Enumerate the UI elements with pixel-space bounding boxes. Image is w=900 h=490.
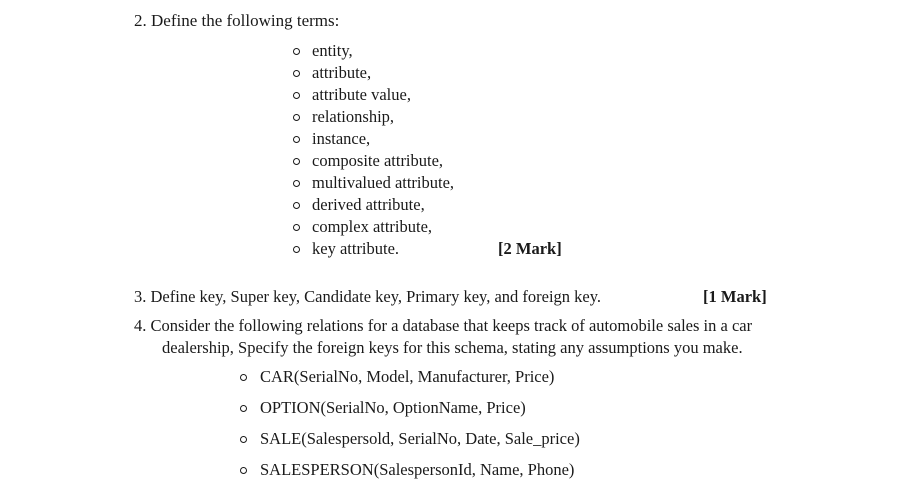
relation-text: OPTION(SerialNo, OptionName, Price) xyxy=(260,398,526,417)
circle-bullet-icon xyxy=(293,246,300,253)
term-text: instance, xyxy=(312,129,371,148)
circle-bullet-icon xyxy=(293,224,300,231)
question-4-line-2: dealership, Specify the foreign keys for this schema, stating any assumptions you make. xyxy=(162,338,743,357)
question-2-title: 2. Define the following terms: xyxy=(134,11,340,30)
list-item xyxy=(293,62,454,84)
circle-bullet-icon xyxy=(240,436,247,443)
list-item xyxy=(293,128,454,150)
list-item xyxy=(293,40,454,62)
question-2-mark: [2 Mark] xyxy=(498,239,562,258)
question-3-mark: [1 Mark] xyxy=(703,287,767,306)
circle-bullet-icon xyxy=(240,374,247,381)
relation-text: CAR(SerialNo, Model, Manufacturer, Price) xyxy=(260,367,555,386)
term-text: complex attribute, xyxy=(312,217,433,236)
term-text: multivalued attribute, xyxy=(312,173,455,192)
term-text: attribute, xyxy=(312,63,372,82)
list-item xyxy=(240,366,580,397)
terms-list xyxy=(293,40,454,260)
list-item xyxy=(240,428,580,459)
circle-bullet-icon xyxy=(293,136,300,143)
circle-bullet-icon xyxy=(240,467,247,474)
relation-text: SALESPERSON(SalespersonId, Name, Phone) xyxy=(260,460,575,479)
term-text: relationship, xyxy=(312,107,395,126)
circle-bullet-icon xyxy=(293,114,300,121)
list-item xyxy=(293,194,454,216)
list-item xyxy=(240,397,580,428)
list-item xyxy=(293,106,454,128)
circle-bullet-icon xyxy=(293,48,300,55)
list-item xyxy=(293,172,454,194)
question-4-line-1: 4. Consider the following relations for a database that keeps track of automobile sales in a car xyxy=(134,316,753,335)
circle-bullet-icon xyxy=(293,92,300,99)
circle-bullet-icon xyxy=(293,180,300,187)
list-item xyxy=(293,216,454,238)
list-item xyxy=(293,84,454,106)
relations-list xyxy=(240,366,580,490)
circle-bullet-icon xyxy=(293,202,300,209)
circle-bullet-icon xyxy=(240,405,247,412)
term-text: composite attribute, xyxy=(312,151,444,170)
relation-text: SALE(Salespersold, SerialNo, Date, Sale_price) xyxy=(260,429,580,448)
circle-bullet-icon xyxy=(293,158,300,165)
term-text: key attribute. xyxy=(312,239,400,258)
list-item xyxy=(240,459,580,490)
circle-bullet-icon xyxy=(293,70,300,77)
term-text: attribute value, xyxy=(312,85,411,104)
term-text: entity, xyxy=(312,41,353,60)
question-3-text: 3. Define key, Super key, Candidate key, Primary key, and foreign key. xyxy=(134,287,602,306)
term-text: derived attribute, xyxy=(312,195,425,214)
list-item xyxy=(293,238,454,260)
list-item xyxy=(293,150,454,172)
